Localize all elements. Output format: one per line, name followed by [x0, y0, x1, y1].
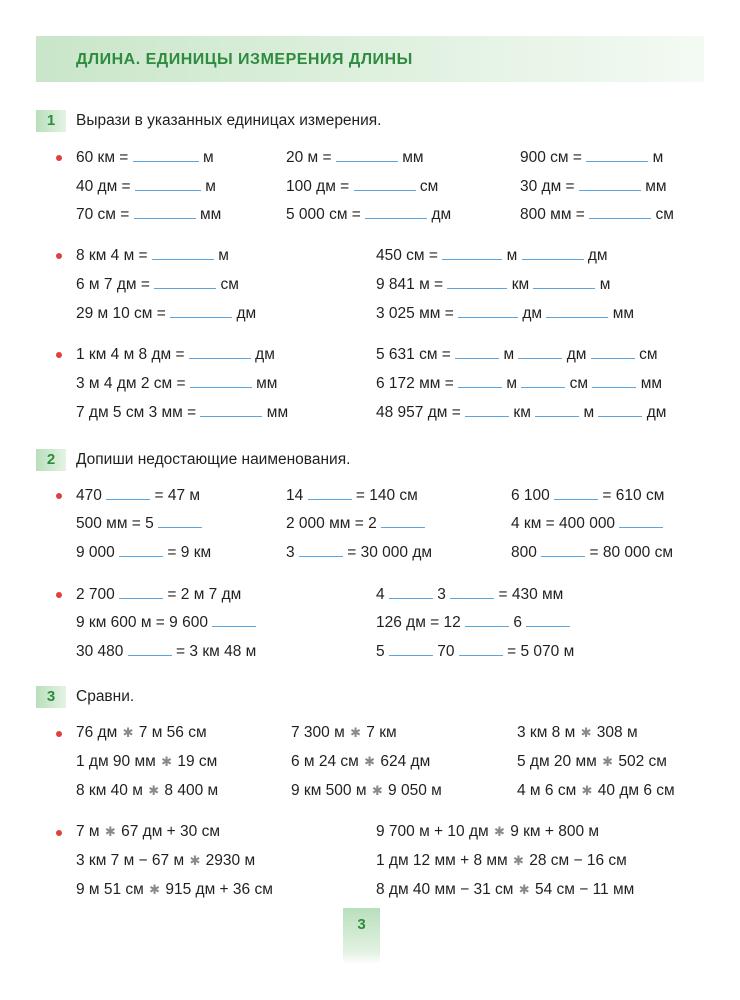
compare-star-icon[interactable]: ✱ — [149, 882, 161, 897]
comparison: 7 м ✱ 67 дм + 30 см — [76, 823, 220, 840]
answer-blank[interactable] — [189, 344, 251, 359]
answer-blank[interactable] — [554, 485, 598, 500]
exercise: 450 см = м дм — [376, 247, 608, 264]
page-number-tab — [343, 908, 380, 964]
bullet-icon — [56, 253, 62, 259]
answer-blank[interactable] — [526, 612, 570, 627]
exercise: 9 000 = 9 км — [76, 544, 212, 561]
answer-blank[interactable] — [128, 641, 172, 656]
comparison: 6 м 24 см ✱ 624 дм — [291, 753, 431, 770]
exercise: 3 025 мм = дм мм — [376, 305, 635, 322]
compare-star-icon[interactable]: ✱ — [122, 725, 134, 740]
answer-blank[interactable] — [154, 274, 216, 289]
compare-star-icon[interactable]: ✱ — [104, 824, 116, 839]
task-title: Вырази в указанных единицах измерения. — [76, 112, 382, 129]
answer-blank[interactable] — [458, 373, 502, 388]
exercise: 30 дм = мм — [520, 178, 667, 195]
bullet-icon — [56, 352, 62, 358]
exercise: 4 3 = 430 мм — [376, 586, 564, 603]
exercise: 6 м 7 дм = см — [76, 276, 239, 293]
answer-blank[interactable] — [299, 542, 343, 557]
answer-blank[interactable] — [592, 373, 636, 388]
task-1-header — [36, 110, 704, 132]
answer-blank[interactable] — [152, 245, 214, 260]
task-number: 1 — [36, 110, 66, 132]
comparison: 8 км 40 м ✱ 8 400 м — [76, 782, 219, 799]
answer-blank[interactable] — [447, 274, 507, 289]
answer-blank[interactable] — [598, 402, 642, 417]
exercise: 3 = 30 000 дм — [286, 544, 433, 561]
answer-blank[interactable] — [459, 641, 503, 656]
exercise: 29 м 10 см = дм — [76, 305, 257, 322]
exercise: 1 км 4 м 8 дм = дм — [76, 346, 275, 363]
answer-blank[interactable] — [200, 402, 262, 417]
exercise: 6 172 мм = м см мм — [376, 375, 663, 392]
answer-blank[interactable] — [381, 513, 425, 528]
answer-blank[interactable] — [106, 485, 150, 500]
compare-star-icon[interactable]: ✱ — [189, 853, 201, 868]
answer-blank[interactable] — [158, 513, 202, 528]
bullet-icon — [56, 155, 62, 161]
answer-blank[interactable] — [465, 612, 509, 627]
answer-blank[interactable] — [546, 303, 608, 318]
comparison: 5 дм 20 мм ✱ 502 см — [517, 753, 667, 770]
exercise: 470 = 47 м — [76, 487, 201, 504]
answer-blank[interactable] — [135, 176, 201, 191]
task-3-header — [36, 686, 704, 708]
answer-blank[interactable] — [212, 612, 256, 627]
task-number: 3 — [36, 686, 66, 708]
exercise: 70 см = мм — [76, 206, 222, 223]
comparison: 7 300 м ✱ 7 км — [291, 724, 397, 741]
exercise: 14 = 140 см — [286, 487, 418, 504]
answer-blank[interactable] — [190, 373, 252, 388]
comparison: 3 км 8 м ✱ 308 м — [517, 724, 638, 741]
compare-star-icon[interactable]: ✱ — [518, 882, 530, 897]
answer-blank[interactable] — [354, 176, 416, 191]
exercise: 30 480 = 3 км 48 м — [76, 643, 257, 660]
exercise: 5 70 = 5 070 м — [376, 643, 575, 660]
bullet-icon — [56, 731, 62, 737]
exercise: 900 см = м — [520, 149, 664, 166]
exercise: 100 дм = см — [286, 178, 439, 195]
answer-blank[interactable] — [308, 485, 352, 500]
exercise: 5 631 см = м дм см — [376, 346, 658, 363]
answer-blank[interactable] — [541, 542, 585, 557]
answer-blank[interactable] — [586, 147, 648, 162]
task-title: Допиши недостающие наименования. — [76, 451, 351, 468]
exercise: 800 = 80 000 см — [511, 544, 673, 561]
exercise: 7 дм 5 см 3 мм = мм — [76, 404, 289, 421]
exercise: 9 км 600 м = 9 600 — [76, 612, 256, 632]
answer-blank[interactable] — [465, 402, 509, 417]
exercise: 2 700 = 2 м 7 дм — [76, 586, 242, 603]
exercise: 5 000 см = дм — [286, 206, 452, 223]
compare-star-icon[interactable]: ✱ — [161, 754, 173, 769]
answer-blank[interactable] — [535, 402, 579, 417]
bullet-icon — [56, 830, 62, 836]
answer-blank[interactable] — [619, 513, 663, 528]
chapter-header — [36, 36, 704, 82]
answer-blank[interactable] — [119, 542, 163, 557]
exercise: 9 841 м = км м — [376, 276, 611, 293]
exercise: 800 мм = см — [520, 206, 674, 223]
comparison: 3 км 7 м − 67 м ✱ 2930 м — [76, 852, 256, 869]
compare-star-icon[interactable]: ✱ — [602, 754, 614, 769]
task-title: Сравни. — [76, 688, 135, 705]
comparison: 1 дм 90 мм ✱ 19 см — [76, 753, 218, 770]
answer-blank[interactable] — [389, 641, 433, 656]
compare-star-icon[interactable]: ✱ — [350, 725, 361, 740]
compare-star-icon[interactable]: ✱ — [581, 783, 593, 798]
exercise: 48 957 дм = км м дм — [376, 404, 667, 421]
answer-blank[interactable] — [591, 344, 635, 359]
exercise: 500 мм = 5 — [76, 513, 202, 533]
compare-star-icon[interactable]: ✱ — [371, 783, 383, 798]
answer-blank[interactable] — [518, 344, 562, 359]
answer-blank[interactable] — [133, 147, 199, 162]
bullet-icon — [56, 493, 62, 499]
answer-blank[interactable] — [458, 303, 518, 318]
answer-blank[interactable] — [455, 344, 499, 359]
exercise: 60 км = м — [76, 149, 214, 166]
exercise: 4 км = 400 000 — [511, 513, 663, 533]
comparison: 9 км 500 м ✱ 9 050 м — [291, 782, 442, 799]
answer-blank[interactable] — [134, 204, 196, 219]
answer-blank[interactable] — [579, 176, 641, 191]
exercise: 2 000 мм = 2 — [286, 513, 425, 533]
comparison: 9 м 51 см ✱ 915 дм + 36 см — [76, 881, 273, 898]
chapter-title: ДЛИНА. ЕДИНИЦЫ ИЗМЕРЕНИЯ ДЛИНЫ — [76, 51, 413, 68]
task-2-header — [36, 449, 704, 471]
answer-blank[interactable] — [170, 303, 232, 318]
bullet-icon — [56, 592, 62, 598]
answer-blank[interactable] — [589, 204, 651, 219]
compare-star-icon[interactable]: ✱ — [148, 783, 160, 798]
comparison: 76 дм ✱ 7 м 56 см — [76, 724, 207, 741]
comparison: 8 дм 40 мм − 31 см ✱ 54 см − 11 мм — [376, 881, 635, 898]
answer-blank[interactable] — [533, 274, 595, 289]
task-number: 2 — [36, 449, 66, 471]
exercise: 40 дм = м — [76, 178, 216, 195]
exercise: 20 м = мм — [286, 149, 424, 166]
compare-star-icon[interactable]: ✱ — [580, 725, 592, 740]
exercise: 3 м 4 дм 2 см = мм — [76, 375, 278, 392]
comparison: 1 дм 12 мм + 8 мм ✱ 28 см − 16 см — [376, 852, 627, 869]
comparison: 4 м 6 см ✱ 40 дм 6 см — [517, 782, 675, 799]
answer-blank[interactable] — [389, 584, 433, 599]
comparison: 9 700 м + 10 дм ✱ 9 км + 800 м — [376, 823, 600, 840]
answer-blank[interactable] — [450, 584, 494, 599]
answer-blank[interactable] — [522, 245, 584, 260]
exercise: 126 дм = 12 6 — [376, 612, 570, 632]
compare-star-icon[interactable]: ✱ — [364, 754, 376, 769]
page-number: 3 — [357, 916, 366, 933]
answer-blank[interactable] — [336, 147, 398, 162]
exercise: 8 км 4 м = м — [76, 247, 229, 264]
exercise: 6 100 = 610 см — [511, 487, 665, 504]
answer-blank[interactable] — [521, 373, 565, 388]
answer-blank[interactable] — [442, 245, 502, 260]
answer-blank[interactable] — [365, 204, 427, 219]
answer-blank[interactable] — [119, 584, 163, 599]
compare-star-icon[interactable]: ✱ — [493, 824, 505, 839]
compare-star-icon[interactable]: ✱ — [513, 853, 524, 868]
